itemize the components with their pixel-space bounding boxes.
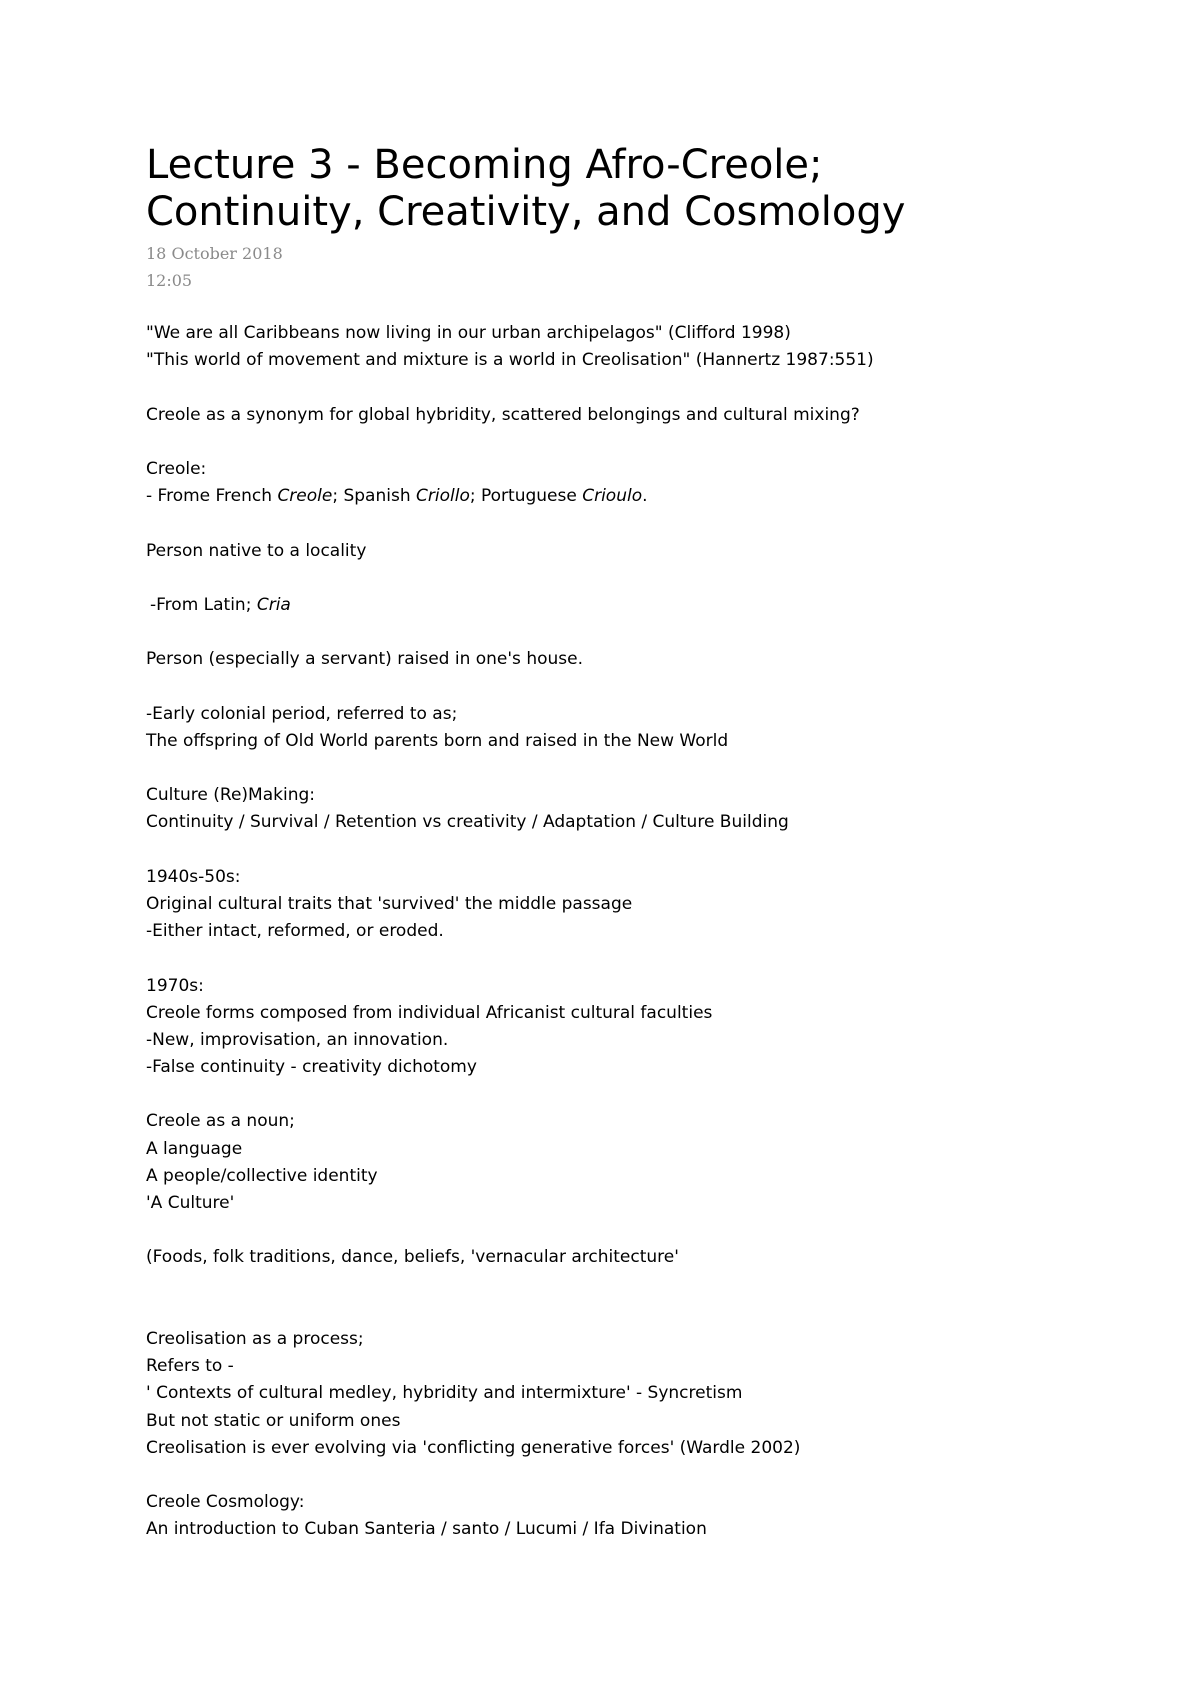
text-line [146,538,1126,565]
text-line [146,973,1126,1000]
text-line [146,483,1126,510]
text-segment: Creole Cosmology: [146,1492,305,1513]
page-title [146,142,905,236]
text-line [146,347,1126,374]
italic-text: Creole [277,486,333,507]
blank-line [146,945,1126,972]
text-line [146,1244,1126,1271]
text-segment: Creole as a noun; [146,1111,295,1132]
text-segment: ; Portuguese [469,486,583,507]
text-segment: Refers to - [146,1356,234,1377]
text-line [146,592,1126,619]
text-segment: . [642,486,648,507]
text-segment: ' Contexts of cultural medley, hybridity and intermixture' - Syncretism [146,1383,743,1404]
text-segment: 1940s-50s: [146,866,241,887]
text-segment: ; Spanish [332,486,417,507]
text-line [146,646,1126,673]
blank-line [146,374,1126,401]
blank-line [146,619,1126,646]
text-segment: 1970s: [146,975,204,996]
text-line [146,1380,1126,1407]
text-segment: -Early colonial period, referred to as; [146,703,458,724]
text-line [146,864,1126,891]
text-line [146,1136,1126,1163]
text-segment: Culture (Re)Making: [146,785,316,806]
text-line [146,809,1126,836]
text-line [146,456,1126,483]
text-segment: Creole as a synonym for global hybridity, scattered belongings and cultural mixing? [146,404,860,425]
text-line [146,1326,1126,1353]
page-title-line-1: Lecture 3 - Becoming Afro-Creole; [146,142,823,188]
text-segment: Creole forms composed from individual Africanist cultural faculties [146,1002,713,1023]
text-line [146,891,1126,918]
text-segment: An introduction to Cuban Santeria / santo / Lucumi / Ifa Divination [146,1519,707,1540]
text-segment: -False continuity - creativity dichotomy [146,1057,477,1078]
text-line [146,1054,1126,1081]
blank-line [146,1462,1126,1489]
text-segment: Creole: [146,458,207,479]
text-line [146,320,1126,347]
note-time: 12:05 [146,271,193,290]
text-line [146,782,1126,809]
italic-text: Cria [256,594,291,615]
page-title-line-2: Continuity, Creativity, and Cosmology [146,189,906,235]
text-segment: 'A Culture' [146,1193,235,1213]
text-segment: -Either intact, reformed, or eroded. [146,921,444,942]
text-segment: Continuity / Survival / Retention vs creativity / Adaptation / Culture Building [146,812,789,833]
text-segment: -New, improvisation, an innovation. [146,1029,449,1050]
blank-line [146,510,1126,537]
blank-line [146,755,1126,782]
text-segment: A language [146,1138,243,1159]
note-date: 18 October 2018 [146,244,283,263]
text-line [146,1435,1126,1462]
text-segment: -From Latin; [150,594,257,615]
blank-line [146,565,1126,592]
text-line [146,402,1126,429]
text-line [146,1516,1126,1543]
text-segment: Creolisation is ever evolving via 'conflicting generative forces' (Wardle 2002) [146,1437,801,1458]
text-line [146,728,1126,755]
text-segment: - Frome French [146,486,278,507]
blank-line [146,1272,1126,1299]
text-line [146,1190,1126,1217]
text-line [146,1163,1126,1190]
text-line [146,918,1126,945]
italic-text: Criollo [416,486,470,507]
text-segment: Person native to a locality [146,540,367,561]
text-segment: A people/collective identity [146,1165,378,1186]
text-segment: Creolisation as a process; [146,1328,364,1349]
text-line [146,1408,1126,1435]
text-line [146,701,1126,728]
blank-line [146,673,1126,700]
italic-text: Crioulo [582,486,643,507]
text-segment: (Foods, folk traditions, dance, beliefs, 'vernacular architecture' [146,1247,679,1268]
text-segment: Original cultural traits that 'survived' the middle passage [146,893,633,914]
text-segment: "This world of movement and mixture is a world in Creolisation" (Hannertz 1987:551) [146,350,874,371]
blank-line [146,837,1126,864]
text-line [146,1353,1126,1380]
blank-line [146,1217,1126,1244]
text-line [146,1027,1126,1054]
text-line [146,1108,1126,1135]
text-segment: Person (especially a servant) raised in one's house. [146,649,583,670]
blank-line [146,1299,1126,1326]
text-segment: The offspring of Old World parents born and raised in the New World [146,730,729,751]
text-line [146,1000,1126,1027]
blank-line [146,429,1126,456]
text-segment: "We are all Caribbeans now living in our urban archipelagos" (Clifford 1998) [146,323,791,343]
blank-line [146,1081,1126,1108]
text-segment: But not static or uniform ones [146,1410,401,1431]
text-line [146,1489,1126,1516]
note-body [146,320,1126,1543]
